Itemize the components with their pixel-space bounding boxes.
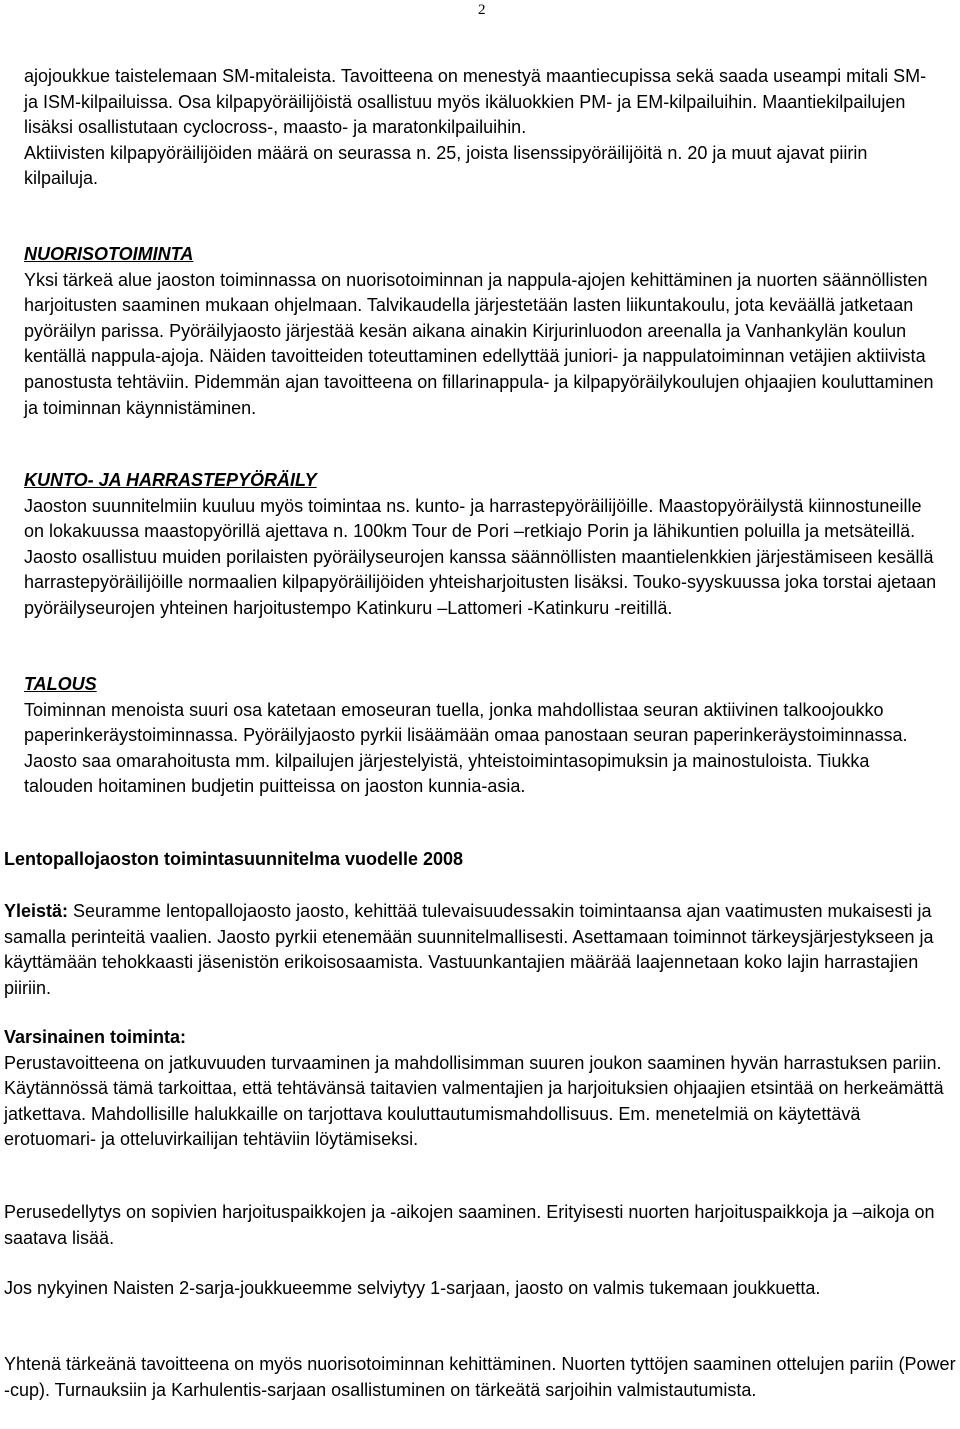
operations-paragraph: Perustavoitteena on jatkuvuuden turvaaminen ja mahdollisimman suuren joukon saaminen hyvän harrastuksen pariin. Käytännössä tämä tarkoittaa, että tehtävänsä taitavien valmentajien ja harjoituksien ohjaajien etsintää on herkeämättä jatkettava. Mahdollisille halukkaille on tarjottava kouluttautumismahdollisuus. Em. menetelmiä on käytettävä erotuomari- ja otteluvirkailijan tehtäviin löytämiseksi. [4,1052,944,1150]
cycling-intro-section [24,64,940,192]
finance-section [24,672,940,800]
recreational-cycling-section [24,468,940,622]
womens-team-section [4,1276,956,1302]
youth-paragraph: Yksi tärkeä alue jaoston toiminnassa on nuorisotoiminnan ja nappula-ajojen kehittäminen ja nuorten säännöllisten harjoitusten saaminen mukaan ohjelmaan. Talvikaudella järjestetään lasten liikuntakoulu, jota keväällä jatketaan pyöräilyn parissa. Pyöräilyjaosto järjestää kesän aikana ainakin Kirjurinluodon areenalla ja Vanhankylän koulun kentällä nappula-ajoja. Näiden tavoitteiden toteuttaminen edellyttää juniori- ja nappulatoiminnan vetäjien aktiivista panostusta tehtäviin. Pidemmän ajan tavoitteena on fillarinappula- ja kilpapyöräilykoulujen ohjaajien kouluttaminen ja toiminnan käynnistäminen. [24,269,934,418]
page-number: 2 [478,2,486,18]
operations-label: Varsinainen toiminta: [4,1027,187,1047]
youth-volleyball-paragraph: Yhtenä tärkeänä tavoitteena on myös nuorisotoiminnan kehittäminen. Nuorten tyttöjen saaminen ottelujen pariin (Power -cup). Turnauksiin ja Karhulentis-sarjaan osallistuminen on tärkeätä sarjoihin valmistautumista. [4,1354,956,1400]
volleyball-plan-title: Lentopallojaoston toimintasuunnitelma vuodelle 2008 [4,849,464,869]
recreational-cycling-heading: KUNTO- JA HARRASTEPYÖRÄILY [24,470,317,490]
volleyball-title-block [4,847,956,873]
training-facilities-paragraph: Perusedellytys on sopivien harjoituspaikkojen ja -aikojen saaminen. Erityisesti nuorten harjoituspaikkoja ja –aikoja on saatava lisää. [4,1202,935,1248]
general-section [4,899,956,1001]
active-cyclists-paragraph: Aktiivisten kilpapyöräilijöiden määrä on seurassa n. 25, joista lisenssipyöräilijöitä n. 20 ja muut ajavat piirin kilpailuja. [24,142,868,189]
youth-section [24,242,940,421]
general-paragraph [4,899,956,1001]
finance-heading: TALOUS [24,674,97,694]
recreational-cycling-paragraph: Jaoston suunnitelmiin kuuluu myös toimintaa ns. kunto- ja harrastepyöräilijöille. Maastopyöräilystä kiinnostuneille on lokakuussa maastopyörillä ajettava n. 100km Tour de Pori –retkiajo Porin ja lähikuntien poluilla ja metsäteillä. Jaosto osallistuu muiden porilaisten pyöräilyseurojen kanssa säännöllisten maantielenkkien järjestämiseen kesällä harrastepyöräilijöille normaalien kilpapyöräilijöiden yhteisharjoitusten lisäksi. Touko-syyskuussa joka torstai ajetaan pyöräilyseurojen yhteinen harjoitustempo Katinkuru –Lattomeri -Katinkuru -reitillä. [24,495,937,618]
training-facilities-section [4,1200,956,1251]
general-text: Seuramme lentopallojaosto jaosto, kehittää tulevaisuudessakin toimintaansa ajan vaatimusten mukaisesti ja samalla perinteitä vaalien. Jaosto pyrkii etenemään suunnitelmallisesti. Asettamaan toiminnot tärkeysjärjestykseen ja käyttämään tehokkaasti jäsenistön erikoisosaamista. Vastuunkantajien määrää laajennetaan koko lajin harrastajien piiriin. [4,901,934,998]
finance-paragraph: Toiminnan menoista suuri osa katetaan emoseuran tuella, jonka mahdollistaa seuran aktiivinen talkoojoukko paperinkeräystoiminnassa. Pyöräilyjaosto pyrkii lisäämään omaa panostaan seuran paperinkeräystoiminnassa. Jaosto saa omarahoitusta mm. kilpailujen järjestelyistä, yhteistoimintasopimuksin ja mainostuloista. Tiukka talouden hoitaminen budjetin puitteissa on jaoston kunnia-asia. [24,699,908,797]
youth-volleyball-section [4,1352,956,1403]
general-label: Yleistä: [4,901,69,921]
cycling-intro-paragraph: ajojoukkue taistelemaan SM-mitaleista. Tavoitteena on menestyä maantiecupissa sekä saada useampi mitali SM- ja ISM-kilpailuissa. Osa kilpapyöräilijöistä osallistuu myös ikäluokkien PM- ja EM-kilpailuihin. Maantiekilpailujen lisäksi osallistutaan cyclocross-, maasto- ja maratonkilpailuihin. [24,66,927,138]
youth-heading: NUORISOTOIMINTA [24,244,194,264]
womens-team-paragraph: Jos nykyinen Naisten 2-sarja-joukkueemme selviytyy 1-sarjaan, jaosto on valmis tukemaan joukkuetta. [4,1278,821,1298]
operations-section [4,1025,956,1153]
